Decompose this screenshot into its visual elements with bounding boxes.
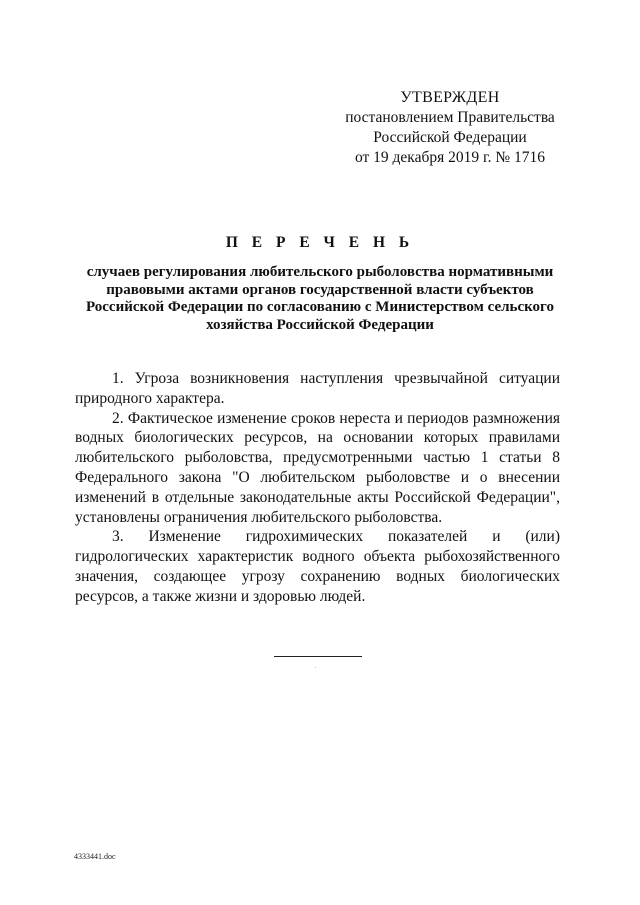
subtitle-line: хозяйства Российской Федерации	[206, 316, 434, 333]
approval-heading: УТВЕРЖДЕН	[400, 89, 500, 106]
list-item-2: 2. Фактическое изменение сроков нереста и периодов размножения водных биологических ресурсов, на основании которых правилами любительского рыболовства, предусмотренными частью 1 статьи 8 Федерального закона "О любительском рыболовстве и о внесении изменений в отдельные законодательные акты Российской Федерации", установлены ограничения любительского рыболовства.	[75, 409, 560, 526]
document-body	[75, 369, 560, 607]
subtitle-line: Российской Федерации по согласованию с Министерством сельского	[85, 299, 554, 315]
approval-line-1: постановлением Правительства	[345, 109, 555, 126]
document-subtitle	[70, 264, 570, 334]
approval-line-3: от 19 декабря 2019 г. № 1716	[354, 149, 546, 166]
list-item-1: 1. Угроза возникновения наступления чрезвычайной ситуации природного характера.	[75, 370, 560, 407]
subtitle-line: случаев регулирования любительского рыболовства нормативными	[86, 264, 554, 280]
approval-block	[340, 88, 560, 168]
document-title: П Е Р Е Ч Е Н Ь	[225, 234, 415, 251]
footer-filename: 4333441.doc	[74, 852, 116, 861]
approval-line-2: Российской Федерации	[373, 129, 527, 146]
closing-divider	[274, 656, 362, 657]
subtitle-line: правовыми актами органов государственной власти субъектов	[106, 281, 534, 298]
list-item-3: 3. Изменение гидрохимических показателей и (или) гидрологических характеристик водного объекта рыбохозяйственного значения, создающее угрозу сохранению водных биологических ресурсов, а также жизни и здоровью людей.	[75, 528, 560, 605]
stray-dot	[315, 667, 316, 668]
